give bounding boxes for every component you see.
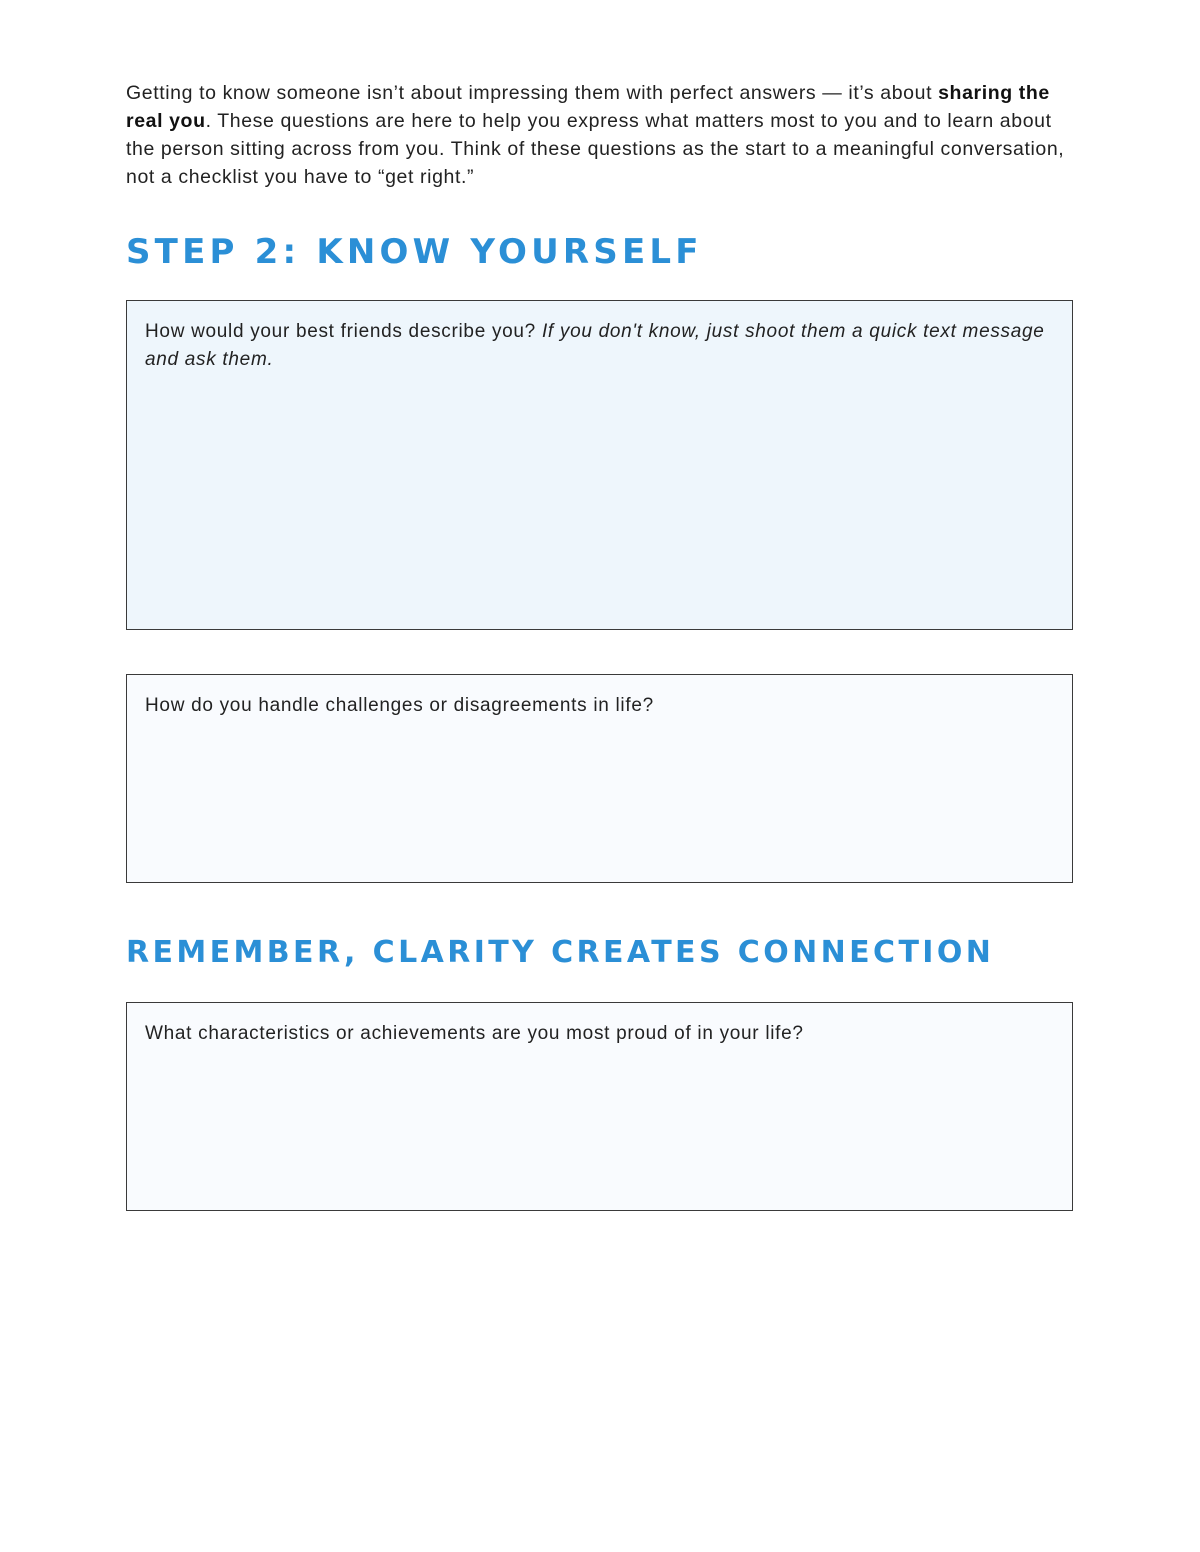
question-proud: What characteristics or achievements are you most proud of in your life? — [145, 1023, 804, 1044]
answer-box-challenges[interactable] — [126, 674, 1073, 883]
question-friends-hint: If you don't know, just shoot them a quick text message and ask them. — [145, 321, 1045, 370]
intro-bold-phrase: sharing the real you — [126, 82, 1050, 132]
step2-heading: STEP 2: KNOW YOURSELF — [126, 232, 703, 272]
remember-heading: REMEMBER, CLARITY CREATES CONNECTION — [126, 935, 995, 970]
question-challenges: How do you handle challenges or disagreements in life? — [145, 695, 654, 716]
intro-text-end: . These questions are here to help you express what matters most to you and to learn about the person sitting across from you. Think of these questions as the start to a meaningful conversation, not a checklist you have to “get right.” — [126, 110, 1065, 188]
question-friends — [145, 318, 1054, 374]
answer-box-proud[interactable] — [126, 1002, 1073, 1211]
intro-text-start: Getting to know someone isn’t about impressing them with perfect answers — it’s about — [126, 82, 939, 104]
question-friends-prompt: How would your best friends describe you? — [145, 321, 536, 342]
intro-paragraph — [126, 79, 1078, 191]
answer-box-friends[interactable] — [126, 300, 1073, 630]
